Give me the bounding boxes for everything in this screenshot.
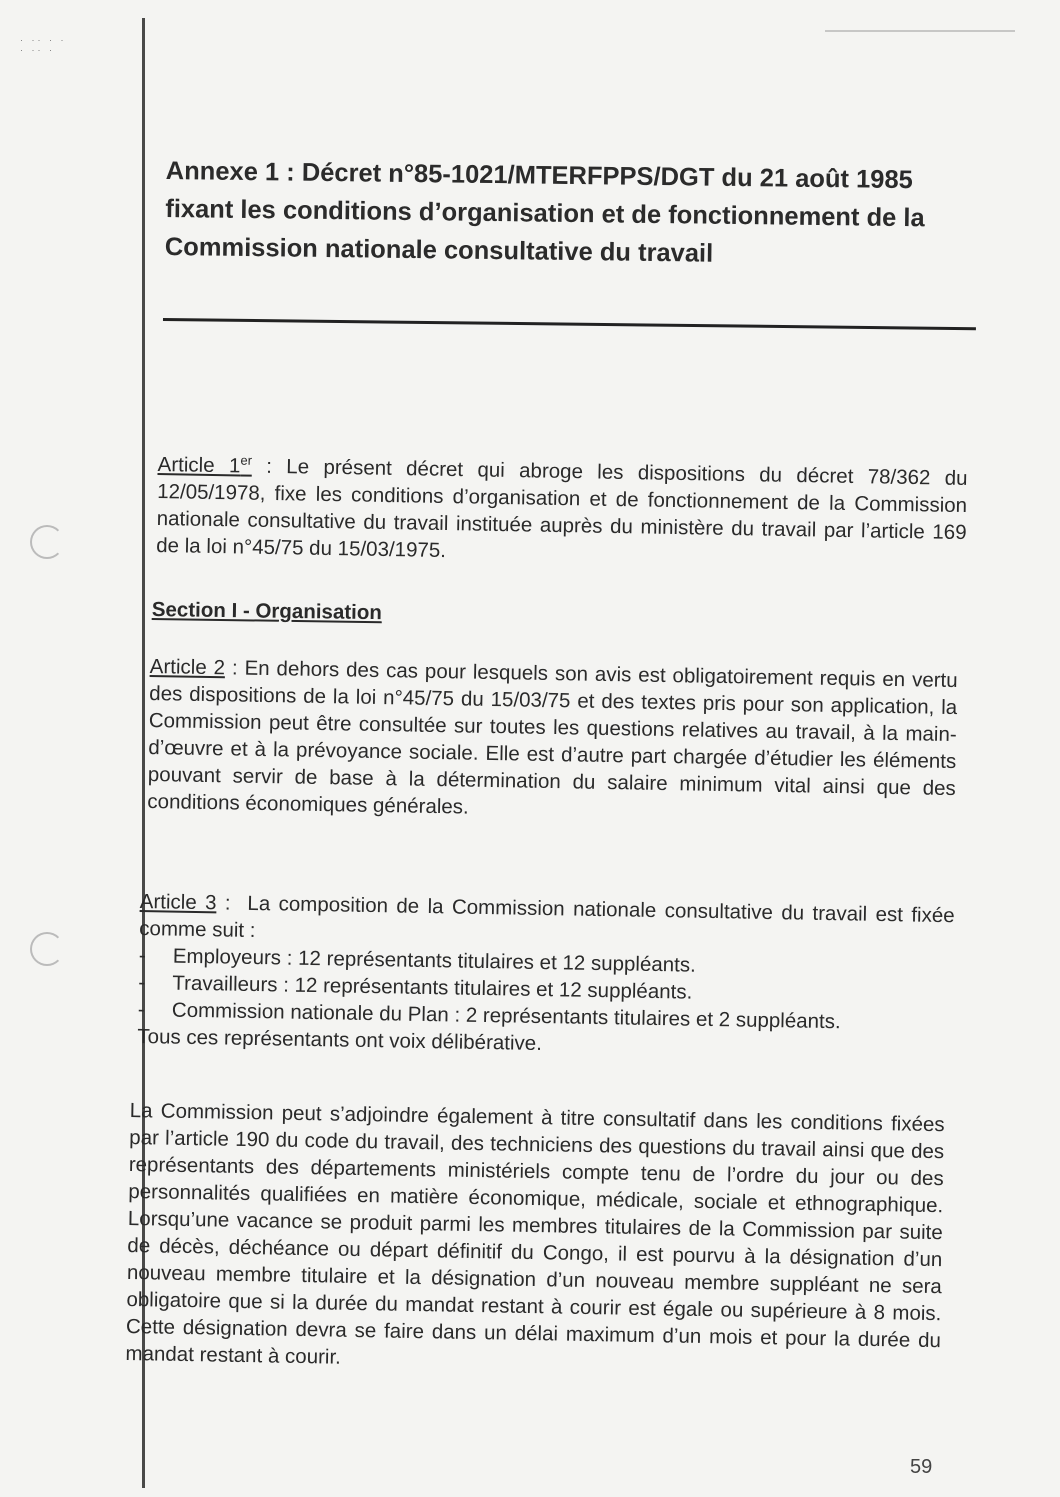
article-1-label: Article 1er [157, 452, 253, 478]
list-item: - Employeurs : 12 représentants titulaires et 12 suppléants. [138, 943, 696, 977]
article-3-closing: Tous ces représentants ont voix délibérative. [137, 1024, 543, 1056]
scan-noise: · ·· · · · ·· · [20, 35, 67, 55]
article-1-text: Le présent décret qui abroge les dispositions du décret 78/362 du 12/05/1978, fixe les conditions d’organisation et de fonctionnement de la Commission nationale consultative du travail instituée auprès du ministère du travail par l’article 169 de la loi n°45/75 du 15/03/1975. [156, 455, 968, 562]
annex-title: Annexe 1 : Décret n°85-1021/MTERFPPS/DGT du 21 août 1985 fixant les conditions d’organisation et de fonctionnement de la Commission nationale consultative du travail [164, 156, 925, 268]
list-item: - Commission nationale du Plan : 2 représentants titulaires et 2 suppléants. [137, 997, 841, 1034]
title-underline [163, 318, 976, 330]
article-2-label: Article 2 [149, 654, 226, 680]
article-2-text: En dehors des cas pour lesquels son avis est obligatoirement requis en vertu des dispositions de la loi n°45/75 du 15/03/75 et des textes pris pour son application, la Commission peut être consultée sur toutes les questions relatives au travail, à la main-d’œuvre et à la prévoyance sociale. Elle est d’autre part chargée d’étudier les éléments pouvant servir de base à la détermination du salaire minimum vital ainsi que des conditions économiques générales. [147, 656, 958, 819]
article-2: Article 2 : En dehors des cas pour lesquels son avis est obligatoirement requis en vertu des dispositions de la loi n°45/75 du 15/03/75 et des textes pris pour son application, la Commission peut être consultée sur toutes les questions relatives au travail, à la main-d’œuvre et à la prévoyance sociale. Elle est d’autre part chargée d’étudier les éléments pouvant servir de base à la détermination du salaire minimum vital ainsi que des conditions économiques générales. [147, 654, 958, 819]
article-3-intro: La composition de la Commission nationale consultative du travail est fixée comme suit : [139, 891, 955, 943]
body-paragraph: La Commission peut s’adjoindre également à titre consultatif dans les conditions fixées par l’article 190 du code du travail, des techniciens des questions du travail ainsi que des représentants des départements ministériels compte tenu de l’ordre du jour ou des personnalités qualifiées en matière économique, médicale, sociale et ethnographique. Lorsqu’une vacance se produit parmi les membres titulaires de la Commission par suite de décès, déchéance ou départ définitif du Congo, il est pourvu à la désignation d’un nouveau membre titulaire et la désignation d’un nouveau membre suppléant ne sera obligatoire que si la durée du mandat restant à courir est égale ou supérieure à 8 mois. Cette désignation devra se faire dans un délai maximum d’un mois et pour la durée du mandat restant à courir. [125, 1098, 945, 1369]
list-item: - Travailleurs : 12 représentants titulaires et 12 suppléants. [138, 970, 693, 1004]
article-3: Article 3 : La composition de la Commission nationale consultative du travail est fixée comme suit : - Employeurs : 12 représentants titulaires et 12 suppléants. - Travailleurs : 12 représentants titulaires et 12 suppléants. - Commission nationale du Plan : 2 représentants titulaires et 2 suppléants. Tous ces représentants ont voix délibérative. [137, 888, 955, 1064]
punch-hole-icon [30, 525, 64, 559]
article-1: Article 1er : Le présent décret qui abroge les dispositions du décret 78/362 du 12/05/1978, fixe les conditions d’organisation et de fonctionnement de la Commission nationale consultative du travail instituée auprès du ministère du travail par l’article 169 de la loi n°45/75 du 15/03/1975. [156, 452, 968, 562]
scan-edge-line [825, 30, 1015, 32]
section-heading: Section I - Organisation [151, 597, 383, 625]
article-3-label: Article 3 [139, 889, 217, 915]
punch-hole-icon [30, 932, 64, 966]
page-number: 59 [910, 1456, 933, 1478]
